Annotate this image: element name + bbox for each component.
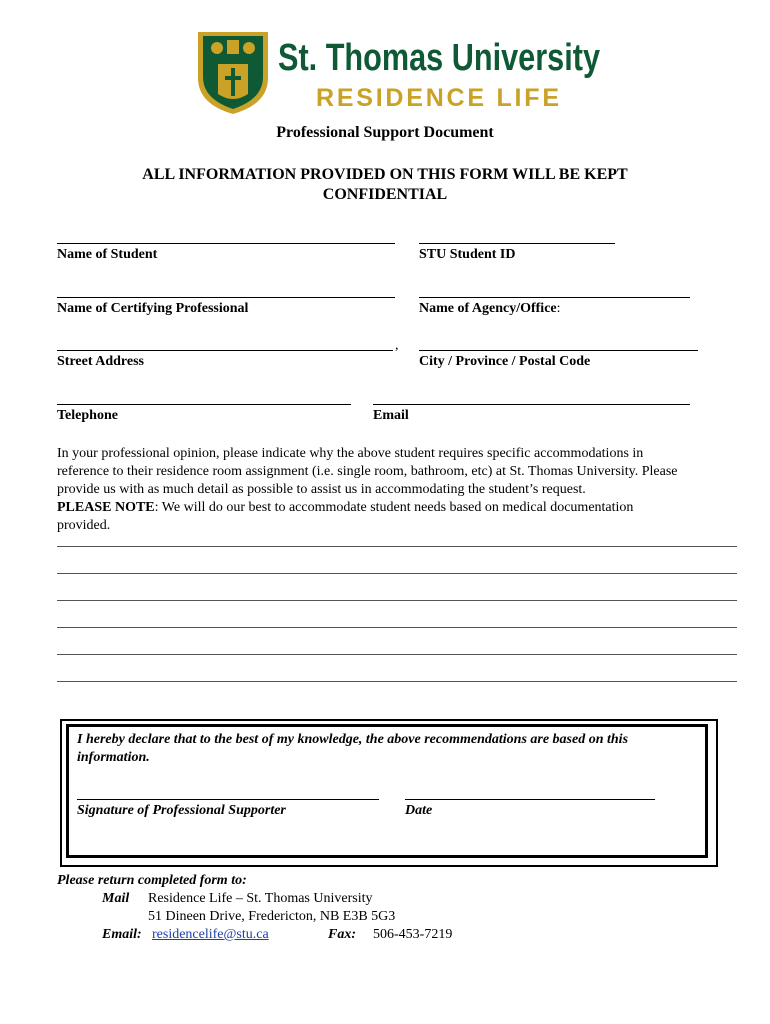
- professional-name-label: Name of Certifying Professional: [57, 301, 249, 316]
- response-line: [57, 573, 737, 574]
- confidential-notice-line2: CONFIDENTIAL: [322, 186, 448, 203]
- response-line: [57, 654, 737, 655]
- email-contact-label: Email:: [102, 927, 142, 942]
- agency-label-colon: :: [556, 301, 561, 316]
- document-title: Professional Support Document: [276, 124, 494, 141]
- student-id-input[interactable]: [419, 224, 615, 242]
- declaration-line-1: I hereby declare that to the best of my knowledge, the above recommendations are based on this: [77, 732, 629, 747]
- mail-address-line-1: Residence Life – St. Thomas University: [148, 891, 373, 906]
- city-province-postal-label: City / Province / Postal Code: [419, 354, 591, 369]
- logo-department-name: RESIDENCE LIFE: [316, 84, 564, 112]
- street-address-comma: ,: [395, 338, 399, 353]
- mail-label: Mail: [102, 891, 130, 906]
- city-province-postal-underline: [419, 350, 698, 351]
- response-line: [57, 681, 737, 682]
- response-line: [57, 600, 737, 601]
- professional-name-underline: [57, 297, 395, 298]
- please-note-label: PLEASE NOTE: [57, 500, 155, 515]
- response-line: [57, 627, 737, 628]
- response-line: [57, 546, 737, 547]
- professional-name-input[interactable]: [57, 278, 395, 296]
- email-input[interactable]: [373, 385, 690, 403]
- confidential-notice-line1: ALL INFORMATION PROVIDED ON THIS FORM WILL BE KEPT: [142, 166, 628, 183]
- student-id-underline: [419, 243, 615, 244]
- telephone-underline: [57, 404, 351, 405]
- student-id-label: STU Student ID: [419, 247, 516, 262]
- logo-university-name: St. Thomas University: [278, 37, 600, 79]
- please-note-text: : We will do our best to accommodate student needs based on medical documentation: [154, 500, 634, 515]
- email-contact-link[interactable]: residencelife@stu.ca: [152, 927, 269, 942]
- telephone-label: Telephone: [57, 408, 118, 423]
- street-address-underline: [57, 350, 393, 351]
- instructions-line-1: In your professional opinion, please indicate why the above student requires specific accommodations in: [57, 446, 644, 461]
- date-underline: [405, 799, 655, 800]
- agency-label-text: Name of Agency/Office: [419, 301, 557, 316]
- mail-address-line-2: 51 Dineen Drive, Fredericton, NB E3B 5G3: [148, 909, 396, 924]
- signature-underline: [77, 799, 379, 800]
- street-address-input[interactable]: [57, 331, 393, 349]
- declaration-line-2: information.: [77, 750, 150, 765]
- fax-label: Fax:: [328, 927, 356, 942]
- email-underline: [373, 404, 690, 405]
- signature-label: Signature of Professional Supporter: [77, 803, 286, 818]
- email-label: Email: [373, 408, 409, 423]
- return-heading: Please return completed form to:: [57, 873, 247, 888]
- please-note-line: [57, 499, 742, 517]
- student-name-label: Name of Student: [57, 247, 158, 262]
- please-note-line-2: provided.: [57, 518, 111, 533]
- date-label: Date: [405, 803, 433, 818]
- stu-residence-life-logo: [196, 26, 606, 116]
- agency-input[interactable]: [419, 278, 690, 296]
- student-name-underline: [57, 243, 395, 244]
- date-input[interactable]: [405, 780, 655, 798]
- agency-underline: [419, 297, 690, 298]
- instructions-line-2: reference to their residence room assignment (i.e. single room, bathroom, etc) at St. Thomas University. Please: [57, 464, 678, 479]
- city-province-postal-input[interactable]: [419, 331, 698, 349]
- accommodation-response-textarea[interactable]: [57, 540, 737, 682]
- signature-input[interactable]: [77, 780, 379, 798]
- instructions-line-3: provide us with as much detail as possible to assist us in accommodating the student’s request.: [57, 482, 586, 497]
- street-address-label: Street Address: [57, 354, 144, 369]
- instructions-paragraph: [57, 445, 742, 535]
- fax-number: 506-453-7219: [373, 927, 453, 942]
- agency-label: [419, 301, 561, 317]
- student-name-input[interactable]: [57, 224, 395, 242]
- telephone-input[interactable]: [57, 385, 351, 403]
